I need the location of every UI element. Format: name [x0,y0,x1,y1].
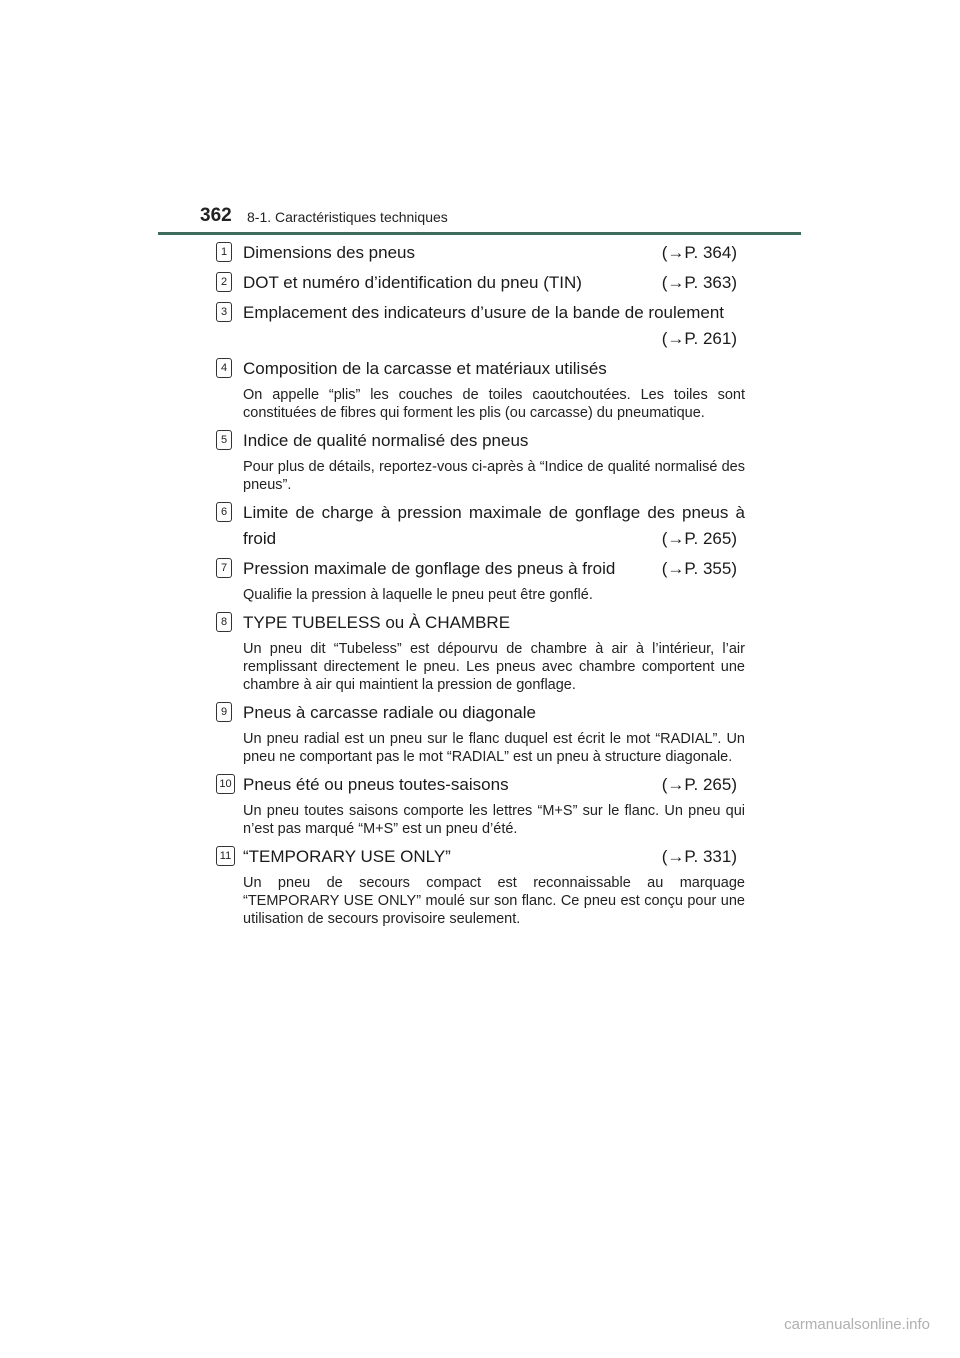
watermark: carmanualsonline.info [784,1316,930,1333]
item-title: Indice de qualité normalisé des pneus [243,431,529,450]
item-description: Un pneu de secours compact est reconnaissable au marquage “TEMPORARY USE ONLY” moulé sur son flanc. Ce pneu est conçu pour une utilisation de secours provisoire seulement. [243,875,745,927]
list-item [220,610,745,694]
item-number-badge: 4 [216,358,232,378]
item-title: TYPE TUBELESS ou À CHAMBRE [243,613,511,632]
item-title: Dimensions des pneus [243,243,415,262]
page-reference[interactable]: (→P. 364) [661,243,737,262]
list-item [220,700,745,766]
item-number-badge: 1 [216,242,232,262]
item-title: Pression maximale de gonflage des pneus à froid [243,559,616,578]
item-number-badge: 11 [216,846,235,866]
item-title: Pneus à carcasse radiale ou diagonale [243,703,536,722]
list-item [220,270,745,296]
page-reference[interactable]: (→P. 265) [661,529,737,548]
item-number-badge: 6 [216,502,232,522]
page-reference[interactable]: (→P. 355) [661,559,737,578]
item-description: Qualifie la pression à laquelle le pneu peut être gonflé. [243,587,593,603]
item-number-badge: 2 [216,272,232,292]
list-item [220,556,745,604]
list-item [219,772,745,838]
item-title: “TEMPORARY USE ONLY” [243,847,451,866]
list-item [219,844,745,928]
list-item [220,240,745,266]
page-reference[interactable]: (→P. 261) [661,329,737,348]
page-reference[interactable]: (→P. 363) [661,273,737,292]
list-item [220,356,745,422]
item-title: Composition de la carcasse et matériaux utilisés [243,359,607,378]
list-item [220,500,745,552]
item-number-badge: 7 [216,558,232,578]
section-title: 8-1. Caractéristiques techniques [247,209,448,225]
item-number-badge: 8 [216,612,232,632]
header-rule [158,232,801,235]
item-description: Pour plus de détails, reportez-vous ci-après à “Indice de qualité normalisé des pneus”. [243,459,745,493]
item-description: Un pneu radial est un pneu sur le flanc duquel est écrit le mot “RADIAL”. Un pneu ne comportant pas le mot “RADIAL” est un pneu à structure diagonale. [243,731,745,765]
list-item [220,300,745,352]
item-number-badge: 10 [216,774,235,794]
item-description: Un pneu toutes saisons comporte les lettres “M+S” sur le flanc. Un pneu qui n’est pas marqué “M+S” est un pneu d’été. [243,803,745,837]
content [219,240,745,934]
item-number-badge: 5 [216,430,232,450]
item-title: Emplacement des indicateurs d’usure de la bande de roulement [243,303,725,322]
page-reference[interactable]: (→P. 331) [661,847,737,866]
item-title-continued: froid [243,529,277,548]
item-title: Pneus été ou pneus toutes-saisons [243,775,509,794]
page-number: 362 [200,205,232,226]
item-title: Limite de charge à pression maximale de gonflage des pneus à [243,503,745,522]
item-title: DOT et numéro d’identification du pneu (TIN) [243,273,582,292]
item-number-badge: 9 [216,702,232,722]
item-description: Un pneu dit “Tubeless” est dépourvu de chambre à air à l’intérieur, l’air remplissant directement le pneu. Les pneus avec chambre comportent une chambre à air qui maintient la pression de gonflage. [243,641,745,693]
page-reference[interactable]: (→P. 265) [661,775,737,794]
item-number-badge: 3 [216,302,232,322]
list-item [220,428,745,494]
item-description: On appelle “plis” les couches de toiles caoutchoutées. Les toiles sont constituées de fibres qui forment les plis (ou carcasse) du pneumatique. [243,387,745,421]
